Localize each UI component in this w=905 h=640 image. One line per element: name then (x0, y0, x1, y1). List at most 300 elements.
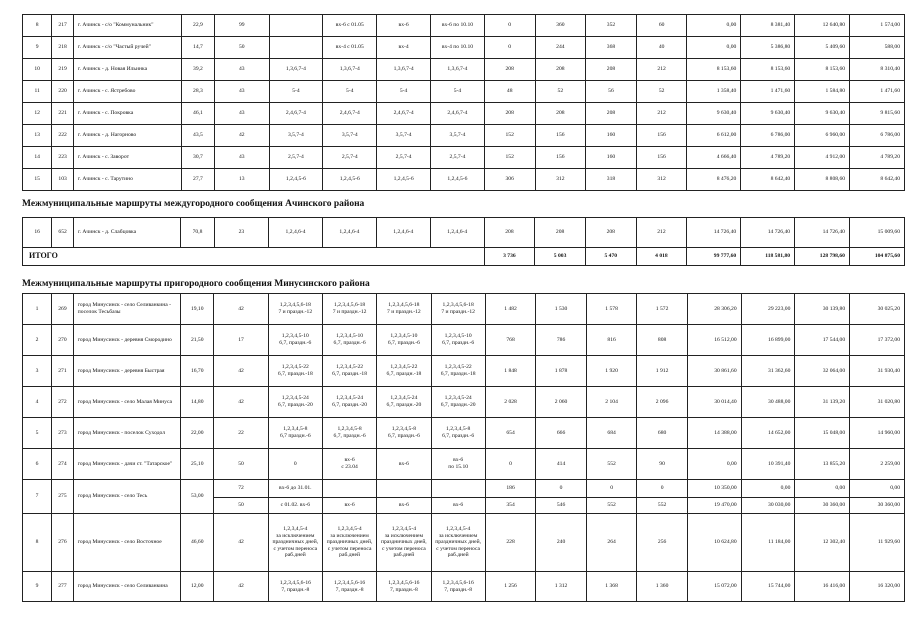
table-row (23, 449, 905, 480)
cell-trips-4: 52 (636, 81, 687, 103)
cell-amount-2: 30 030,00 (741, 498, 795, 514)
cell-amount-2: 8 153,60 (741, 59, 795, 81)
cell-schedule-count: 42 (214, 356, 268, 387)
cell-sched-2: 3,5,7-4 (323, 125, 377, 147)
cell-route-code: 273 (52, 418, 74, 449)
cell-sched-4: 1,2,3,4,5-24 6,7, праздн.-20 (431, 387, 485, 418)
cell-trips-4: 0 (637, 480, 688, 498)
cell-trips-4: 4 018 (636, 248, 687, 266)
cell-sched-2: 1,2,3,4,5-22 6,7, праздн.-18 (322, 356, 376, 387)
cell-route-name: г. Ачинск - с/о "Частый ручей" (73, 37, 181, 59)
cell-trips-4: 2 096 (637, 387, 688, 418)
cell-sched-2: 5-4 (323, 81, 377, 103)
cell-route-name: город Минусинск - село Восточное (73, 514, 180, 572)
cell-route-name: город Минусинск - деревня Быстрая (73, 356, 180, 387)
cell-sched-1: 1,2,3,4,5,6-18 7 и праздн.-12 (268, 294, 322, 325)
cell-amount-2: 16 899,00 (741, 325, 795, 356)
cell-trips-1: 654 (485, 418, 536, 449)
cell-amount-4: 17 372,00 (850, 325, 905, 356)
cell-route-code: 270 (52, 325, 74, 356)
cell-trips-1: 208 (484, 218, 535, 248)
cell-trips-2: 0 (536, 480, 587, 498)
cell-schedule-count: 17 (214, 325, 268, 356)
cell-distance: 39,2 (181, 59, 214, 81)
cell-sched-4: 1,2,4,5-6 (431, 169, 485, 191)
cell-trips-1: 228 (485, 514, 536, 572)
cell-trips-1: 1 848 (485, 356, 536, 387)
cell-route-code: 271 (52, 356, 74, 387)
cell-trips-2: 360 (535, 15, 586, 37)
cell-sched-2: 1,2,4,6-4 (323, 218, 377, 248)
cell-sched-3: 1,2,3,4,5-8 6,7, праздн.-6 (377, 418, 431, 449)
cell-trips-4: 1 360 (637, 572, 688, 602)
cell-route-name: г. Ачинск - с. Ястребово (73, 81, 181, 103)
cell-row-number: 1 (23, 294, 52, 325)
section-title-minusinsk: Межмуниципальные маршруты пригородного сообщения Минусинского района (22, 279, 370, 289)
cell-amount-1: 0,00 (687, 449, 741, 480)
cell-trips-4: 40 (636, 37, 687, 59)
cell-amount-2: 11 184,00 (741, 514, 795, 572)
cell-sched-1: 2,4,6,7-4 (269, 103, 323, 125)
cell-sched-3: 1,2,3,4,5-24 6,7, праздн.-20 (377, 387, 431, 418)
cell-trips-4: 808 (637, 325, 688, 356)
cell-distance: 70,8 (181, 218, 214, 248)
cell-row-number: 5 (23, 418, 52, 449)
cell-trips-2: 208 (535, 59, 586, 81)
cell-distance: 14,80 (181, 387, 214, 418)
table-row (23, 81, 905, 103)
cell-amount-4: 8 642,40 (850, 169, 905, 191)
table-row (23, 572, 905, 602)
cell-trips-3: 208 (586, 59, 637, 81)
cell-schedule-count: 13 (215, 169, 269, 191)
cell-sched-4: 2,5,7-4 (431, 147, 485, 169)
cell-sched-4: 1,2,3,4,5-4 за исключением праздничных дней, с учетом переноса раб.дней (431, 514, 485, 572)
cell-amount-4: 14 960,00 (850, 418, 905, 449)
cell-sched-2: вх-6 (322, 498, 376, 514)
table-row (23, 418, 905, 449)
cell-trips-3: 816 (586, 325, 637, 356)
cell-route-code: 275 (52, 480, 74, 514)
cell-distance: 43,5 (181, 125, 214, 147)
cell-distance: 25,10 (181, 449, 214, 480)
cell-sched-1: с 01.02. вх-6 (268, 498, 322, 514)
cell-trips-3: 318 (586, 169, 637, 191)
cell-sched-4: 1,3,6,7-4 (431, 59, 485, 81)
cell-route-name: г. Ачинск - с. Заворот (73, 147, 181, 169)
cell-trips-3: 1 368 (586, 572, 637, 602)
cell-row-number: 7 (23, 480, 52, 514)
cell-amount-3: 30 360,00 (795, 498, 850, 514)
cell-sched-3: вх-6 (377, 498, 431, 514)
cell-trips-3: 684 (586, 418, 637, 449)
table-row (23, 387, 905, 418)
cell-sched-3: 2,4,6,7-4 (377, 103, 431, 125)
cell-amount-2: 6 786,00 (741, 125, 795, 147)
cell-row-number: 2 (23, 325, 52, 356)
cell-trips-1: 0 (485, 449, 536, 480)
cell-sched-2: 1,2,3,4,5,6-18 7 и праздн.-12 (322, 294, 376, 325)
cell-amount-1: 28 306,20 (687, 294, 741, 325)
cell-sched-4: 1,2,4,6-4 (430, 218, 484, 248)
cell-amount-3: 1 584,80 (795, 81, 850, 103)
cell-row-number: 8 (23, 514, 52, 572)
cell-sched-3: 2,5,7-4 (377, 147, 431, 169)
cell-sched-1: 2,5,7-4 (269, 147, 323, 169)
cell-schedule-count: 42 (214, 387, 268, 418)
cell-row-number: 12 (23, 103, 52, 125)
cell-route-code: 652 (52, 218, 74, 248)
cell-amount-4: 4 789,20 (850, 147, 905, 169)
cell-schedule-count: 42 (214, 294, 268, 325)
cell-trips-3: 1 578 (586, 294, 637, 325)
cell-sched-1: 1,3,6,7-4 (269, 59, 323, 81)
cell-amount-4: 2 259,00 (850, 449, 905, 480)
cell-amount-4: 30 360,00 (850, 498, 905, 514)
cell-trips-3: 264 (586, 514, 637, 572)
cell-schedule-count: 42 (214, 514, 268, 572)
cell-trips-1: 3 736 (484, 248, 535, 266)
cell-trips-1: 152 (484, 147, 535, 169)
cell-trips-3: 0 (586, 480, 637, 498)
cell-trips-4: 256 (637, 514, 688, 572)
cell-amount-3: 8 153,60 (795, 59, 850, 81)
cell-sched-2: вх-6 с 01.05 (323, 15, 377, 37)
cell-distance: 12,00 (181, 572, 214, 602)
cell-trips-4: 212 (636, 218, 687, 248)
cell-route-code: 269 (52, 294, 74, 325)
routes-table-achinsk (22, 14, 905, 191)
cell-trips-1: 0 (484, 37, 535, 59)
cell-schedule-count: 72 (214, 480, 268, 498)
cell-sched-2: 2,4,6,7-4 (323, 103, 377, 125)
cell-sched-1: вх-6 до 31.01. (268, 480, 322, 498)
cell-route-name: г. Ачинск - д. Слабцовка (73, 218, 180, 248)
table-row (23, 218, 905, 248)
cell-trips-4: 1 572 (637, 294, 688, 325)
cell-amount-4: 11 929,60 (850, 514, 905, 572)
cell-amount-3: 32 064,00 (795, 356, 850, 387)
cell-route-code: 277 (52, 572, 74, 602)
cell-trips-2: 666 (536, 418, 587, 449)
cell-amount-1: 0,00 (687, 15, 741, 37)
cell-sched-3: вх-6 (377, 15, 431, 37)
cell-trips-2: 1 878 (536, 356, 587, 387)
cell-sched-1: 5-4 (269, 81, 323, 103)
cell-amount-4: 8 310,40 (850, 59, 905, 81)
cell-distance: 46,60 (181, 514, 214, 572)
cell-trips-3: 1 920 (586, 356, 637, 387)
table-row (23, 169, 905, 191)
cell-amount-2: 15 744,00 (741, 572, 795, 602)
cell-distance: 14,7 (181, 37, 214, 59)
cell-row-number: 11 (23, 81, 52, 103)
cell-amount-1: 99 777,60 (687, 248, 741, 266)
cell-distance: 46,1 (181, 103, 214, 125)
cell-trips-2: 1 312 (536, 572, 587, 602)
total-row (23, 248, 905, 266)
cell-schedule-count: 43 (215, 147, 269, 169)
cell-amount-1: 30 014,40 (687, 387, 741, 418)
cell-amount-2: 8 381,40 (741, 15, 795, 37)
cell-sched-1: 1,2,3,4,5-10 6,7, праздн.-6 (268, 325, 322, 356)
cell-trips-4: 312 (636, 169, 687, 191)
cell-amount-3: 4 912,00 (795, 147, 850, 169)
cell-row-number: 3 (23, 356, 52, 387)
cell-trips-1: 0 (484, 15, 535, 37)
cell-sched-1: 1,2,3,4,5-8 6,7 праздн.-6 (268, 418, 322, 449)
cell-amount-3: 128 798,60 (795, 248, 850, 266)
cell-route-code: 272 (52, 387, 74, 418)
cell-trips-1: 152 (484, 125, 535, 147)
cell-row-number: 14 (23, 147, 52, 169)
cell-schedule-count: 22 (214, 418, 268, 449)
cell-route-name: г. Ачинск - с. Тарутино (73, 169, 181, 191)
cell-route-code: 222 (52, 125, 74, 147)
cell-sched-2: вх-4 с 01.05 (323, 37, 377, 59)
cell-sched-4: вх-6 (431, 498, 485, 514)
cell-distance: 30,7 (181, 147, 214, 169)
cell-sched-1: 1,2,4,6-4 (269, 218, 323, 248)
cell-trips-3: 208 (586, 103, 637, 125)
cell-amount-4: 1 574,00 (850, 15, 905, 37)
cell-sched-1 (269, 15, 323, 37)
cell-route-name: город Минусинск - поселок Суходол (73, 418, 180, 449)
cell-distance: 28,3 (181, 81, 214, 103)
cell-amount-1: 15 072,00 (687, 572, 741, 602)
table-row (23, 514, 905, 572)
cell-schedule-count: 50 (215, 37, 269, 59)
cell-amount-1: 9 630,40 (687, 103, 741, 125)
cell-trips-4: 90 (637, 449, 688, 480)
cell-schedule-count: 42 (215, 125, 269, 147)
cell-route-code: 219 (52, 59, 74, 81)
cell-amount-1: 0,00 (687, 37, 741, 59)
cell-distance: 22,9 (181, 15, 214, 37)
cell-trips-4: 552 (637, 498, 688, 514)
cell-amount-3: 31 139,20 (795, 387, 850, 418)
cell-amount-1: 4 666,40 (687, 147, 741, 169)
table-row (23, 325, 905, 356)
cell-amount-4: 30 025,20 (850, 294, 905, 325)
cell-amount-1: 14 726,40 (687, 218, 741, 248)
cell-trips-1: 768 (485, 325, 536, 356)
cell-route-code: 223 (52, 147, 74, 169)
cell-sched-2: вх-6 с 23.04 (322, 449, 376, 480)
cell-trips-1: 1 482 (485, 294, 536, 325)
cell-amount-2: 30 488,00 (741, 387, 795, 418)
cell-route-code: 218 (52, 37, 74, 59)
cell-amount-2: 8 642,40 (741, 169, 795, 191)
table-row (23, 356, 905, 387)
cell-amount-2: 9 630,40 (741, 103, 795, 125)
cell-amount-4: 31 930,40 (850, 356, 905, 387)
cell-sched-3: 1,3,6,7-4 (377, 59, 431, 81)
cell-sched-4 (431, 480, 485, 498)
cell-amount-3: 9 630,40 (795, 103, 850, 125)
cell-trips-2: 5 003 (535, 248, 586, 266)
cell-trips-2: 312 (535, 169, 586, 191)
cell-sched-2: 1,2,4,5-6 (323, 169, 377, 191)
cell-sched-2: 1,2,3,4,5-8 6,7, праздн.-6 (322, 418, 376, 449)
cell-sched-4: 5-4 (431, 81, 485, 103)
table-row (23, 37, 905, 59)
cell-amount-1: 8 476,20 (687, 169, 741, 191)
cell-route-name: город Минусинск - село Малая Минуса (73, 387, 180, 418)
cell-row-number: 10 (23, 59, 52, 81)
cell-trips-4: 212 (636, 103, 687, 125)
cell-sched-1: 3,5,7-4 (269, 125, 323, 147)
cell-trips-1: 306 (484, 169, 535, 191)
routes-table-intercity (22, 217, 905, 266)
table-row (23, 59, 905, 81)
cell-schedule-count: 43 (215, 81, 269, 103)
cell-distance: 27,7 (181, 169, 214, 191)
cell-trips-4: 156 (636, 125, 687, 147)
cell-trips-1: 1 256 (485, 572, 536, 602)
cell-route-code: 221 (52, 103, 74, 125)
cell-trips-1: 354 (485, 498, 536, 514)
cell-amount-2: 0,00 (741, 480, 795, 498)
cell-amount-1: 16 512,00 (687, 325, 741, 356)
cell-amount-1: 1 358,40 (687, 81, 741, 103)
cell-sched-3: 1,2,3,4,5,6-18 7 и праздн.-12 (377, 294, 431, 325)
cell-schedule-count: 42 (214, 572, 268, 602)
cell-trips-2: 786 (536, 325, 587, 356)
cell-trips-3: 552 (586, 449, 637, 480)
cell-sched-2: 1,3,6,7-4 (323, 59, 377, 81)
cell-row-number: 13 (23, 125, 52, 147)
cell-amount-3: 13 855,20 (795, 449, 850, 480)
cell-sched-2: 1,2,3,4,5-24 6,7, праздн.-20 (322, 387, 376, 418)
cell-sched-3 (377, 480, 431, 498)
cell-amount-2: 4 789,20 (741, 147, 795, 169)
cell-amount-4: 15 009,60 (849, 218, 904, 248)
cell-amount-3: 6 960,00 (795, 125, 850, 147)
cell-route-code: 103 (52, 169, 74, 191)
cell-trips-3: 352 (586, 15, 637, 37)
cell-amount-2: 29 223,00 (741, 294, 795, 325)
cell-sched-3: 1,2,4,6-4 (376, 218, 430, 248)
cell-schedule-count: 43 (215, 103, 269, 125)
cell-trips-2: 546 (536, 498, 587, 514)
cell-amount-3: 15 048,00 (795, 418, 850, 449)
cell-sched-4: 1,2,3,4,5,6-16 7, праздн.-8 (431, 572, 485, 602)
cell-sched-1: 0 (268, 449, 322, 480)
cell-route-name: г. Ачинск - д. Нагорново (73, 125, 181, 147)
cell-sched-4: 1,2,3,4,5,6-18 7 и праздн.-12 (431, 294, 485, 325)
cell-route-code: 220 (52, 81, 74, 103)
cell-sched-3: вх-6 (377, 449, 431, 480)
cell-row-number: 6 (23, 449, 52, 480)
cell-amount-2: 10 391,40 (741, 449, 795, 480)
cell-schedule-count: 23 (214, 218, 268, 248)
cell-amount-3: 30 139,80 (795, 294, 850, 325)
cell-sched-4: 1,2,3,4,5-10 6,7, праздн.-6 (431, 325, 485, 356)
cell-amount-1: 30 861,60 (687, 356, 741, 387)
cell-route-name: г. Ачинск - д. Новая Ильинка (73, 59, 181, 81)
cell-distance: 22,00 (181, 418, 214, 449)
table-row (23, 294, 905, 325)
cell-trips-1: 208 (484, 59, 535, 81)
cell-trips-3: 552 (586, 498, 637, 514)
cell-trips-4: 212 (636, 59, 687, 81)
cell-row-number: 16 (23, 218, 52, 248)
cell-sched-4: 1,2,3,4,5-22 6,7, праздн.-18 (431, 356, 485, 387)
cell-trips-2: 2 060 (536, 387, 587, 418)
cell-route-name: город Минусинск - дачи ст. "Татарское" (73, 449, 180, 480)
total-label: ИТОГО (23, 248, 485, 266)
cell-amount-1: 8 153,60 (687, 59, 741, 81)
cell-route-name: город Минусинск - село Селиванкина (73, 572, 180, 602)
cell-sched-3: 1,2,3,4,5-10 6,7, праздн.-6 (377, 325, 431, 356)
cell-trips-1: 208 (484, 103, 535, 125)
cell-sched-1 (269, 37, 323, 59)
cell-route-name: город Минусинск - село Селиванкина - поселок Тесьбазы (73, 294, 180, 325)
cell-row-number: 9 (23, 572, 52, 602)
cell-sched-2 (322, 480, 376, 498)
cell-trips-2: 414 (536, 449, 587, 480)
cell-route-name: г. Ачинск - с/о "Коммунальник" (73, 15, 181, 37)
cell-trips-2: 244 (535, 37, 586, 59)
cell-distance: 53,00 (181, 480, 214, 514)
cell-sched-2: 1,2,3,4,5-4 за исключением праздничных дней, с учетом переноса раб.дней (322, 514, 376, 572)
cell-amount-4: 31 020,80 (850, 387, 905, 418)
cell-amount-4: 1 471,60 (850, 81, 905, 103)
cell-sched-2: 1,2,3,4,5-10 6,7, праздн.-6 (322, 325, 376, 356)
cell-amount-3: 12 640,80 (795, 15, 850, 37)
cell-row-number: 8 (23, 15, 52, 37)
cell-amount-3: 8 808,60 (795, 169, 850, 191)
cell-trips-3: 208 (585, 218, 636, 248)
cell-route-name: город Минусинск - село Тесь (73, 480, 180, 514)
cell-sched-4: 2,4,6,7-4 (431, 103, 485, 125)
table-row (23, 147, 905, 169)
cell-trips-1: 48 (484, 81, 535, 103)
table-row (23, 125, 905, 147)
cell-schedule-count: 99 (215, 15, 269, 37)
cell-sched-1: 1,2,3,4,5-24 6,7, праздн.-20 (268, 387, 322, 418)
cell-sched-3: 1,2,3,4,5-4 за исключением праздничных дней, с учетом переноса раб.дней (377, 514, 431, 572)
cell-sched-1: 1,2,4,5-6 (269, 169, 323, 191)
cell-distance: 21,50 (181, 325, 214, 356)
cell-amount-1: 10 350,00 (687, 480, 741, 498)
cell-amount-2: 118 581,80 (741, 248, 795, 266)
cell-trips-3: 368 (586, 37, 637, 59)
cell-amount-2: 1 471,60 (741, 81, 795, 103)
cell-sched-3: 5-4 (377, 81, 431, 103)
cell-sched-4: вх-4 по 10.10 (431, 37, 485, 59)
cell-amount-3: 16 416,00 (795, 572, 850, 602)
cell-amount-2: 14 652,00 (741, 418, 795, 449)
cell-sched-3: 3,5,7-4 (377, 125, 431, 147)
cell-schedule-count: 50 (214, 449, 268, 480)
cell-sched-4: вх-6 по 10.10 (431, 15, 485, 37)
cell-route-code: 276 (52, 514, 74, 572)
cell-sched-1: 1,2,3,4,5-22 6,7, праздн.-18 (268, 356, 322, 387)
cell-trips-2: 208 (535, 103, 586, 125)
cell-sched-4: 1,2,3,4,5-8 6,7, праздн.-6 (431, 418, 485, 449)
cell-trips-4: 156 (636, 147, 687, 169)
cell-amount-2: 5 386,80 (741, 37, 795, 59)
cell-route-name: г. Ачинск - с. Покровка (73, 103, 181, 125)
cell-schedule-count: 43 (215, 59, 269, 81)
cell-trips-3: 160 (586, 125, 637, 147)
cell-trips-4: 1 912 (637, 356, 688, 387)
cell-route-code: 274 (52, 449, 74, 480)
cell-amount-4: 588,00 (850, 37, 905, 59)
cell-trips-1: 2 028 (485, 387, 536, 418)
